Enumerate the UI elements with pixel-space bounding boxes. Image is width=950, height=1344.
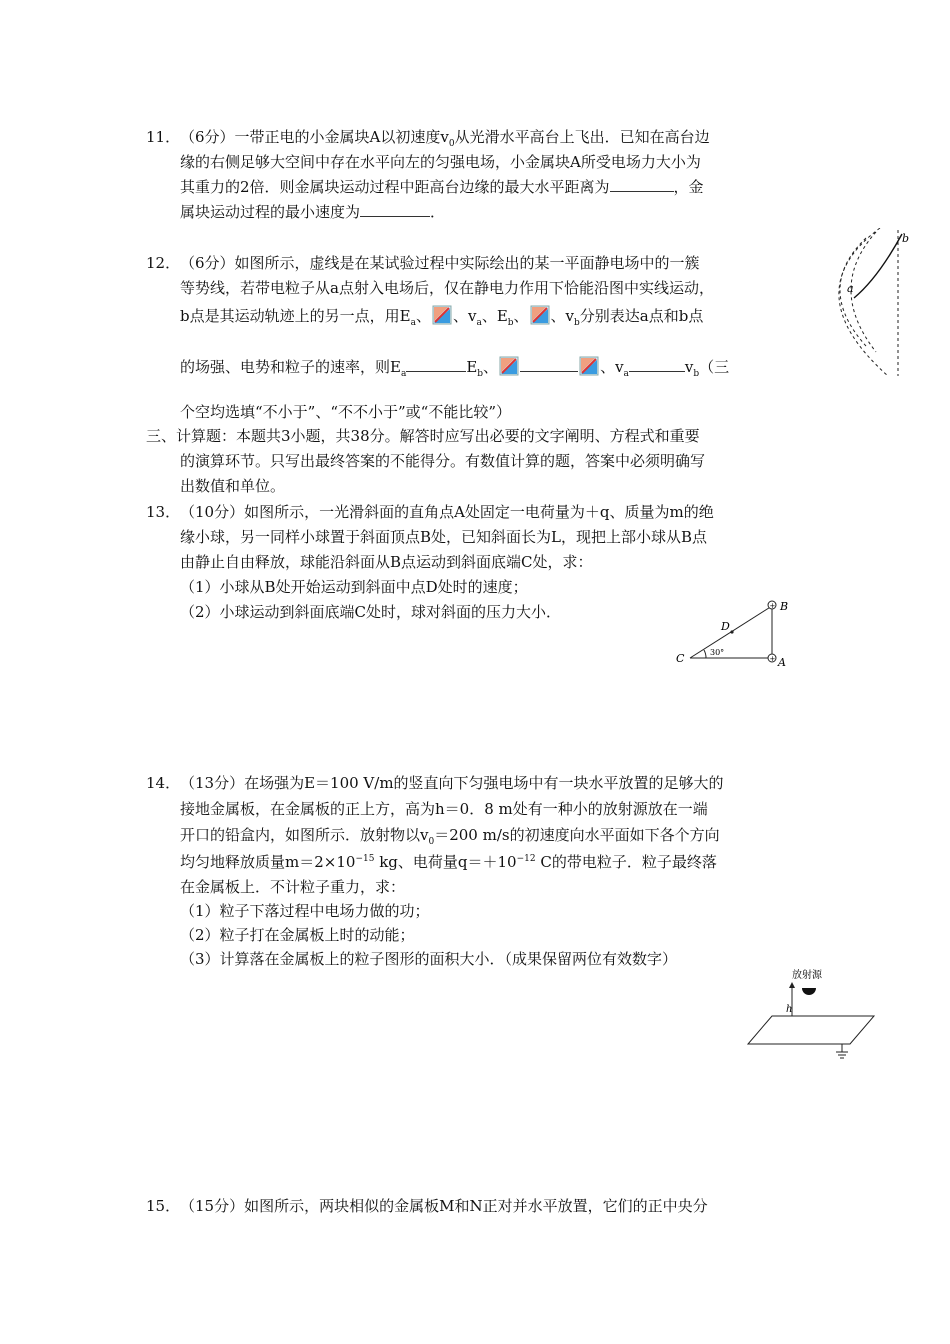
q12-Eb: 、E (481, 307, 508, 325)
q12-vb: 、v (550, 307, 575, 325)
q12-line4-end: （三 (699, 358, 730, 376)
q12-blank-2[interactable] (520, 357, 578, 372)
q12-Eb-2: E (466, 358, 478, 376)
q14-line4-text: 均匀地释放质量m＝2×10 (180, 853, 356, 871)
q12-Eb-sub-2: b (477, 369, 484, 379)
q12-va-sub-2: a (623, 369, 629, 379)
phi-b-image-icon-2 (579, 356, 599, 376)
q14-line1: （13分）在场强为E＝100 V/m的竖直向下匀强电场中有一块水平放置的足够大的 (180, 774, 724, 792)
q13-line2: 缘小球，另一同样小球置于斜面顶点B处，已知斜面长为L，现把上部小球从B点 (180, 528, 708, 546)
q14-exp-1: −15 (355, 854, 375, 864)
svg-text:+: + (769, 655, 776, 663)
q12-va-sub: a (476, 318, 482, 328)
q12-line3-end: 分别表达a点和b点 (579, 307, 704, 325)
q12-line3-text: b点是其运动轨迹上的另一点，用E (180, 307, 411, 325)
q11-line3 (180, 177, 704, 197)
q14-line8: （3）计算落在金属板上的粒子图形的面积大小．（成果保留两位有效数字） (180, 950, 678, 968)
radiation-source-figure (742, 964, 880, 1060)
q11-line1 (180, 127, 710, 147)
q15-number: 15． (146, 1197, 181, 1215)
q13-line5: （2）小球运动到斜面底端C处时，球对斜面的压力大小． (180, 603, 562, 621)
q12-line5: 个空均选填“不小于”、“不不小于”或“不能比较”） (180, 403, 512, 421)
q11-blank-2[interactable] (360, 202, 430, 217)
q14-line4 (180, 852, 717, 872)
q14-line5: 在金属板上．不计粒子重力，求： (180, 878, 406, 896)
label-D: D (721, 620, 730, 633)
equipotential-figure (818, 228, 918, 378)
q13-line1: （10分）如图所示，一光滑斜面的直角点A处固定一电荷量为＋q、质量为m的绝 (180, 503, 714, 521)
q14-v0-sub: 0 (428, 837, 435, 847)
q12-sep-3: 、 (483, 358, 499, 376)
phi-a-image-icon-2 (499, 356, 519, 376)
q12-sep-1: 、 (415, 307, 431, 325)
label-h: h (786, 1004, 793, 1015)
equipotential-dashed-arc-3 (839, 228, 888, 376)
q12-sep-2: 、 (513, 307, 529, 325)
q12-line4-text: 的场强、电势和粒子的速率，则E (180, 358, 401, 376)
label-A: A (778, 656, 786, 669)
phi-a-image-icon (432, 305, 452, 325)
q12-vb-2: v (684, 358, 694, 376)
svg-text:+: + (769, 602, 776, 610)
q13-number: 13． (146, 503, 181, 521)
q11-line4-text: 属块运动过程的最小速度为 (180, 203, 361, 221)
section3-line2: 的演算环节。只写出最终答案的不能得分。有数值计算的题，答案中必须明确写 (180, 452, 706, 470)
q12-line3 (180, 305, 704, 328)
q14-line3-text: 开口的铅盒内，如图所示．放射物以v (180, 826, 429, 844)
point-d (730, 630, 733, 633)
q14-line4-mid: kg、电荷量q＝＋10 (374, 853, 517, 871)
section3-line3: 出数值和单位。 (180, 477, 286, 495)
q12-va-2: 、v (600, 358, 624, 376)
q15-line1: （15分）如图所示，两块相似的金属板M和N正对并水平放置，它们的正中央分 (180, 1197, 708, 1215)
q14-line6: （1）粒子下落过程中电场力做的功； (180, 902, 430, 920)
label-a: a (847, 282, 854, 295)
label-angle: 30° (710, 648, 725, 657)
q12-Ea-sub: a (410, 318, 416, 328)
label-B: B (780, 600, 789, 613)
q12-line1: （6分）如图所示，虚线是在某试验过程中实际绘出的某一平面静电场中的一簇 (180, 254, 700, 272)
label-C: C (676, 652, 685, 665)
q14-line3 (180, 825, 720, 845)
q12-line2: 等势线，若带电粒子从a点射入电场后，仅在静电力作用下恰能沿图中实线运动， (180, 279, 714, 297)
q12-number: 12． (146, 254, 181, 272)
metal-plate (748, 1016, 874, 1044)
q11-v0-sub: 0 (448, 139, 455, 149)
incline-figure (672, 594, 796, 670)
phi-b-image-icon (530, 305, 550, 325)
q11-blank-1[interactable] (610, 177, 674, 192)
q12-va: 、v (452, 307, 477, 325)
q14-line3-rest: ＝200 m/s的初速度向水平面如下各个方向 (434, 826, 720, 844)
q11-line3-text: 其重力的2倍．则金属块运动过程中距高台边缘的最大水平距离为 (180, 178, 610, 196)
q12-vb-sub: b (574, 318, 580, 328)
q11-line1-text: （6分）一带正电的小金属块A以初速度v (180, 128, 449, 146)
q12-Eb-sub: b (507, 318, 514, 328)
q11-line4 (180, 202, 445, 222)
q14-exp-2: −12 (516, 854, 536, 864)
q11-line2: 缘的右侧足够大空间中存在水平向左的匀强电场，小金属块A所受电场力大小为 (180, 153, 701, 171)
equipotential-dashed-arc-2 (851, 232, 876, 352)
q11-line3-end: ，金 (673, 178, 704, 196)
label-b: b (902, 232, 910, 245)
q14-number: 14． (146, 774, 181, 792)
q14-line7: （2）粒子打在金属板上时的动能； (180, 926, 415, 944)
q12-line4 (180, 356, 730, 379)
q14-line4-end: C的带电粒子．粒子最终落 (535, 853, 717, 871)
q11-number: 11． (146, 128, 181, 146)
q12-blank-1[interactable] (406, 357, 466, 372)
q13-line3: 由静止自由释放，球能沿斜面从B点运动到斜面底端C处，求： (180, 553, 593, 571)
q13-line4: （1）小球从B处开始运动到斜面中点D处时的速度； (180, 578, 528, 596)
q12-vb-sub-2: b (693, 369, 700, 379)
q12-Ea-sub-2: a (400, 369, 407, 379)
q14-line2: 接地金属板，在金属板的正上方，高为h＝0．8 m处有一种小的放射源放在一端 (180, 800, 708, 818)
q11-line1-rest: 从光滑水平高台上飞出．已知在高台边 (454, 128, 710, 146)
q11-line4-end: ． (430, 203, 446, 221)
lead-box (802, 988, 816, 995)
q12-blank-3[interactable] (629, 357, 685, 372)
label-source: 放射源 (792, 970, 822, 981)
section3-line1: 三、计算题：本题共3小题，共38分。解答时应写出必要的文字阐明、方程式和重要 (146, 427, 700, 445)
